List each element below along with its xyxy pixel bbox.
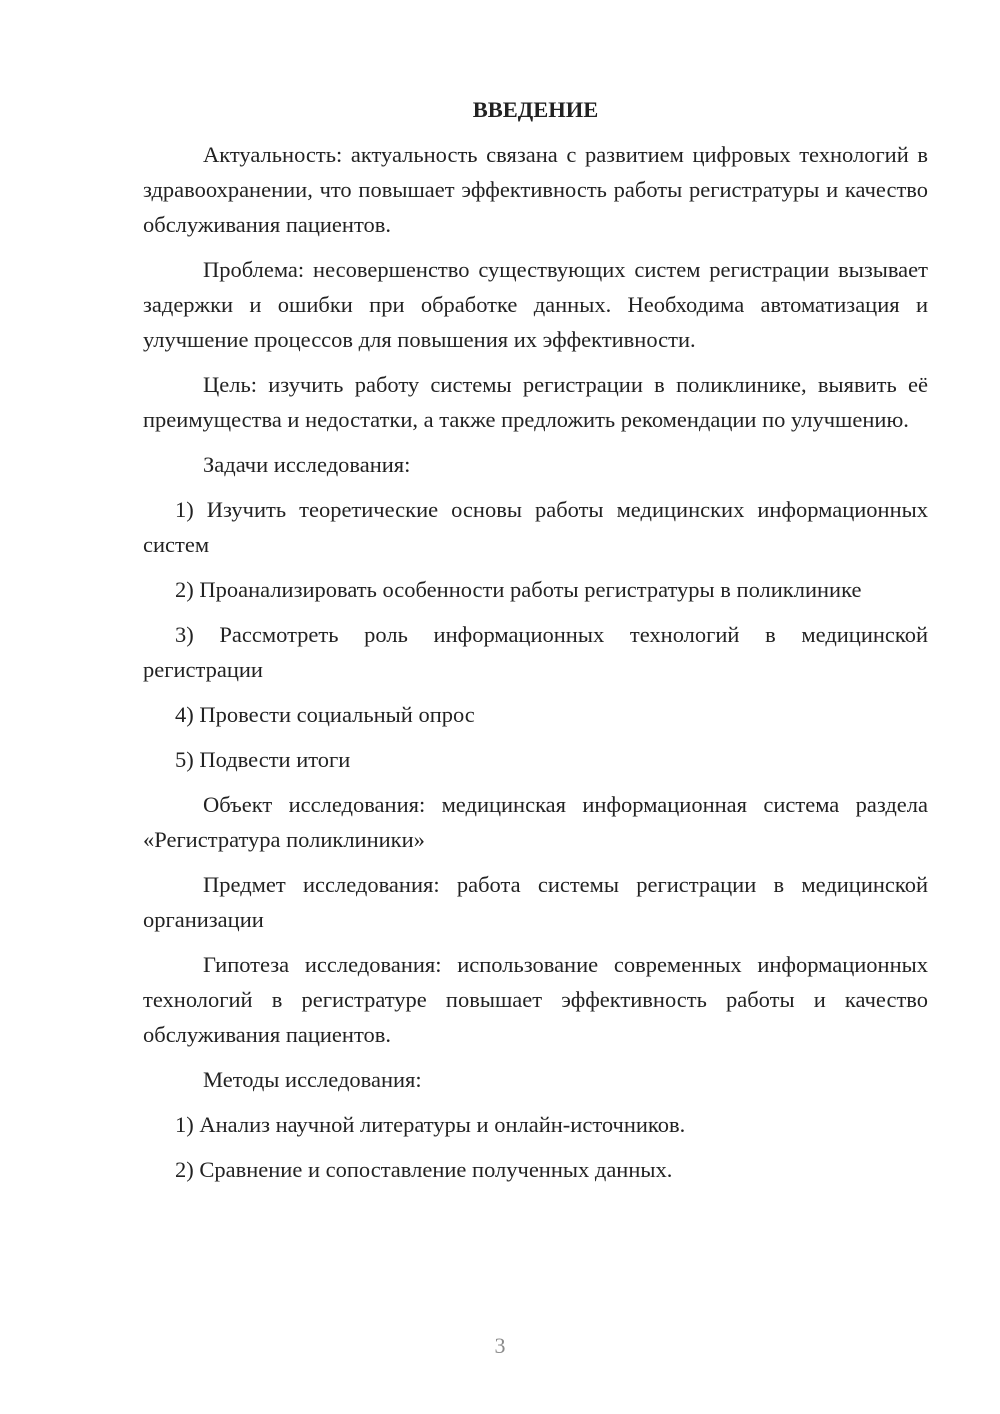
task-item: 2) Проанализировать особенности работы регистратуры в поликлинике: [175, 577, 862, 602]
paragraph-relevance: Актуальность: актуальность связана с развитием цифровых технологий в здравоохранении, что повышает эффективность работы регистратуры и качество обслуживания пациентов.: [143, 142, 928, 237]
paragraph-hypothesis: Гипотеза исследования: использование современных информационных технологий в регистратуре повышает эффективность работы и качество обслуживания пациентов.: [143, 952, 928, 1047]
task-item: 1) Изучить теоретические основы работы медицинских информационных систем: [143, 497, 928, 557]
paragraph-object: Объект исследования: медицинская информационная система раздела «Регистратура поликлиники»: [143, 792, 928, 852]
paragraph-problem: Проблема: несовершенство существующих систем регистрации вызывает задержки и ошибки при обработке данных. Необходима автоматизация и улучшение процессов для повышения их эффективности.: [143, 257, 928, 352]
tasks-title: Задачи исследования:: [203, 452, 411, 477]
task-item: 3) Рассмотреть роль информационных технологий в медицинской регистрации: [143, 622, 928, 682]
paragraph-goal: Цель: изучить работу системы регистрации в поликлинике, выявить её преимущества и недостатки, а также предложить рекомендации по улучшению.: [143, 372, 928, 432]
task-item: 5) Подвести итоги: [175, 747, 351, 772]
method-item: 1) Анализ научной литературы и онлайн-источников.: [175, 1112, 686, 1137]
section-heading: ВВЕДЕНИЕ: [472, 97, 599, 122]
paragraph-subject: Предмет исследования: работа системы регистрации в медицинской организации: [143, 872, 928, 932]
document-page: [143, 92, 928, 1197]
task-item: 4) Провести социальный опрос: [175, 702, 475, 727]
method-item: 2) Сравнение и сопоставление полученных данных.: [175, 1157, 673, 1182]
methods-title: Методы исследования:: [203, 1067, 422, 1092]
page-number: 3: [494, 1333, 506, 1358]
